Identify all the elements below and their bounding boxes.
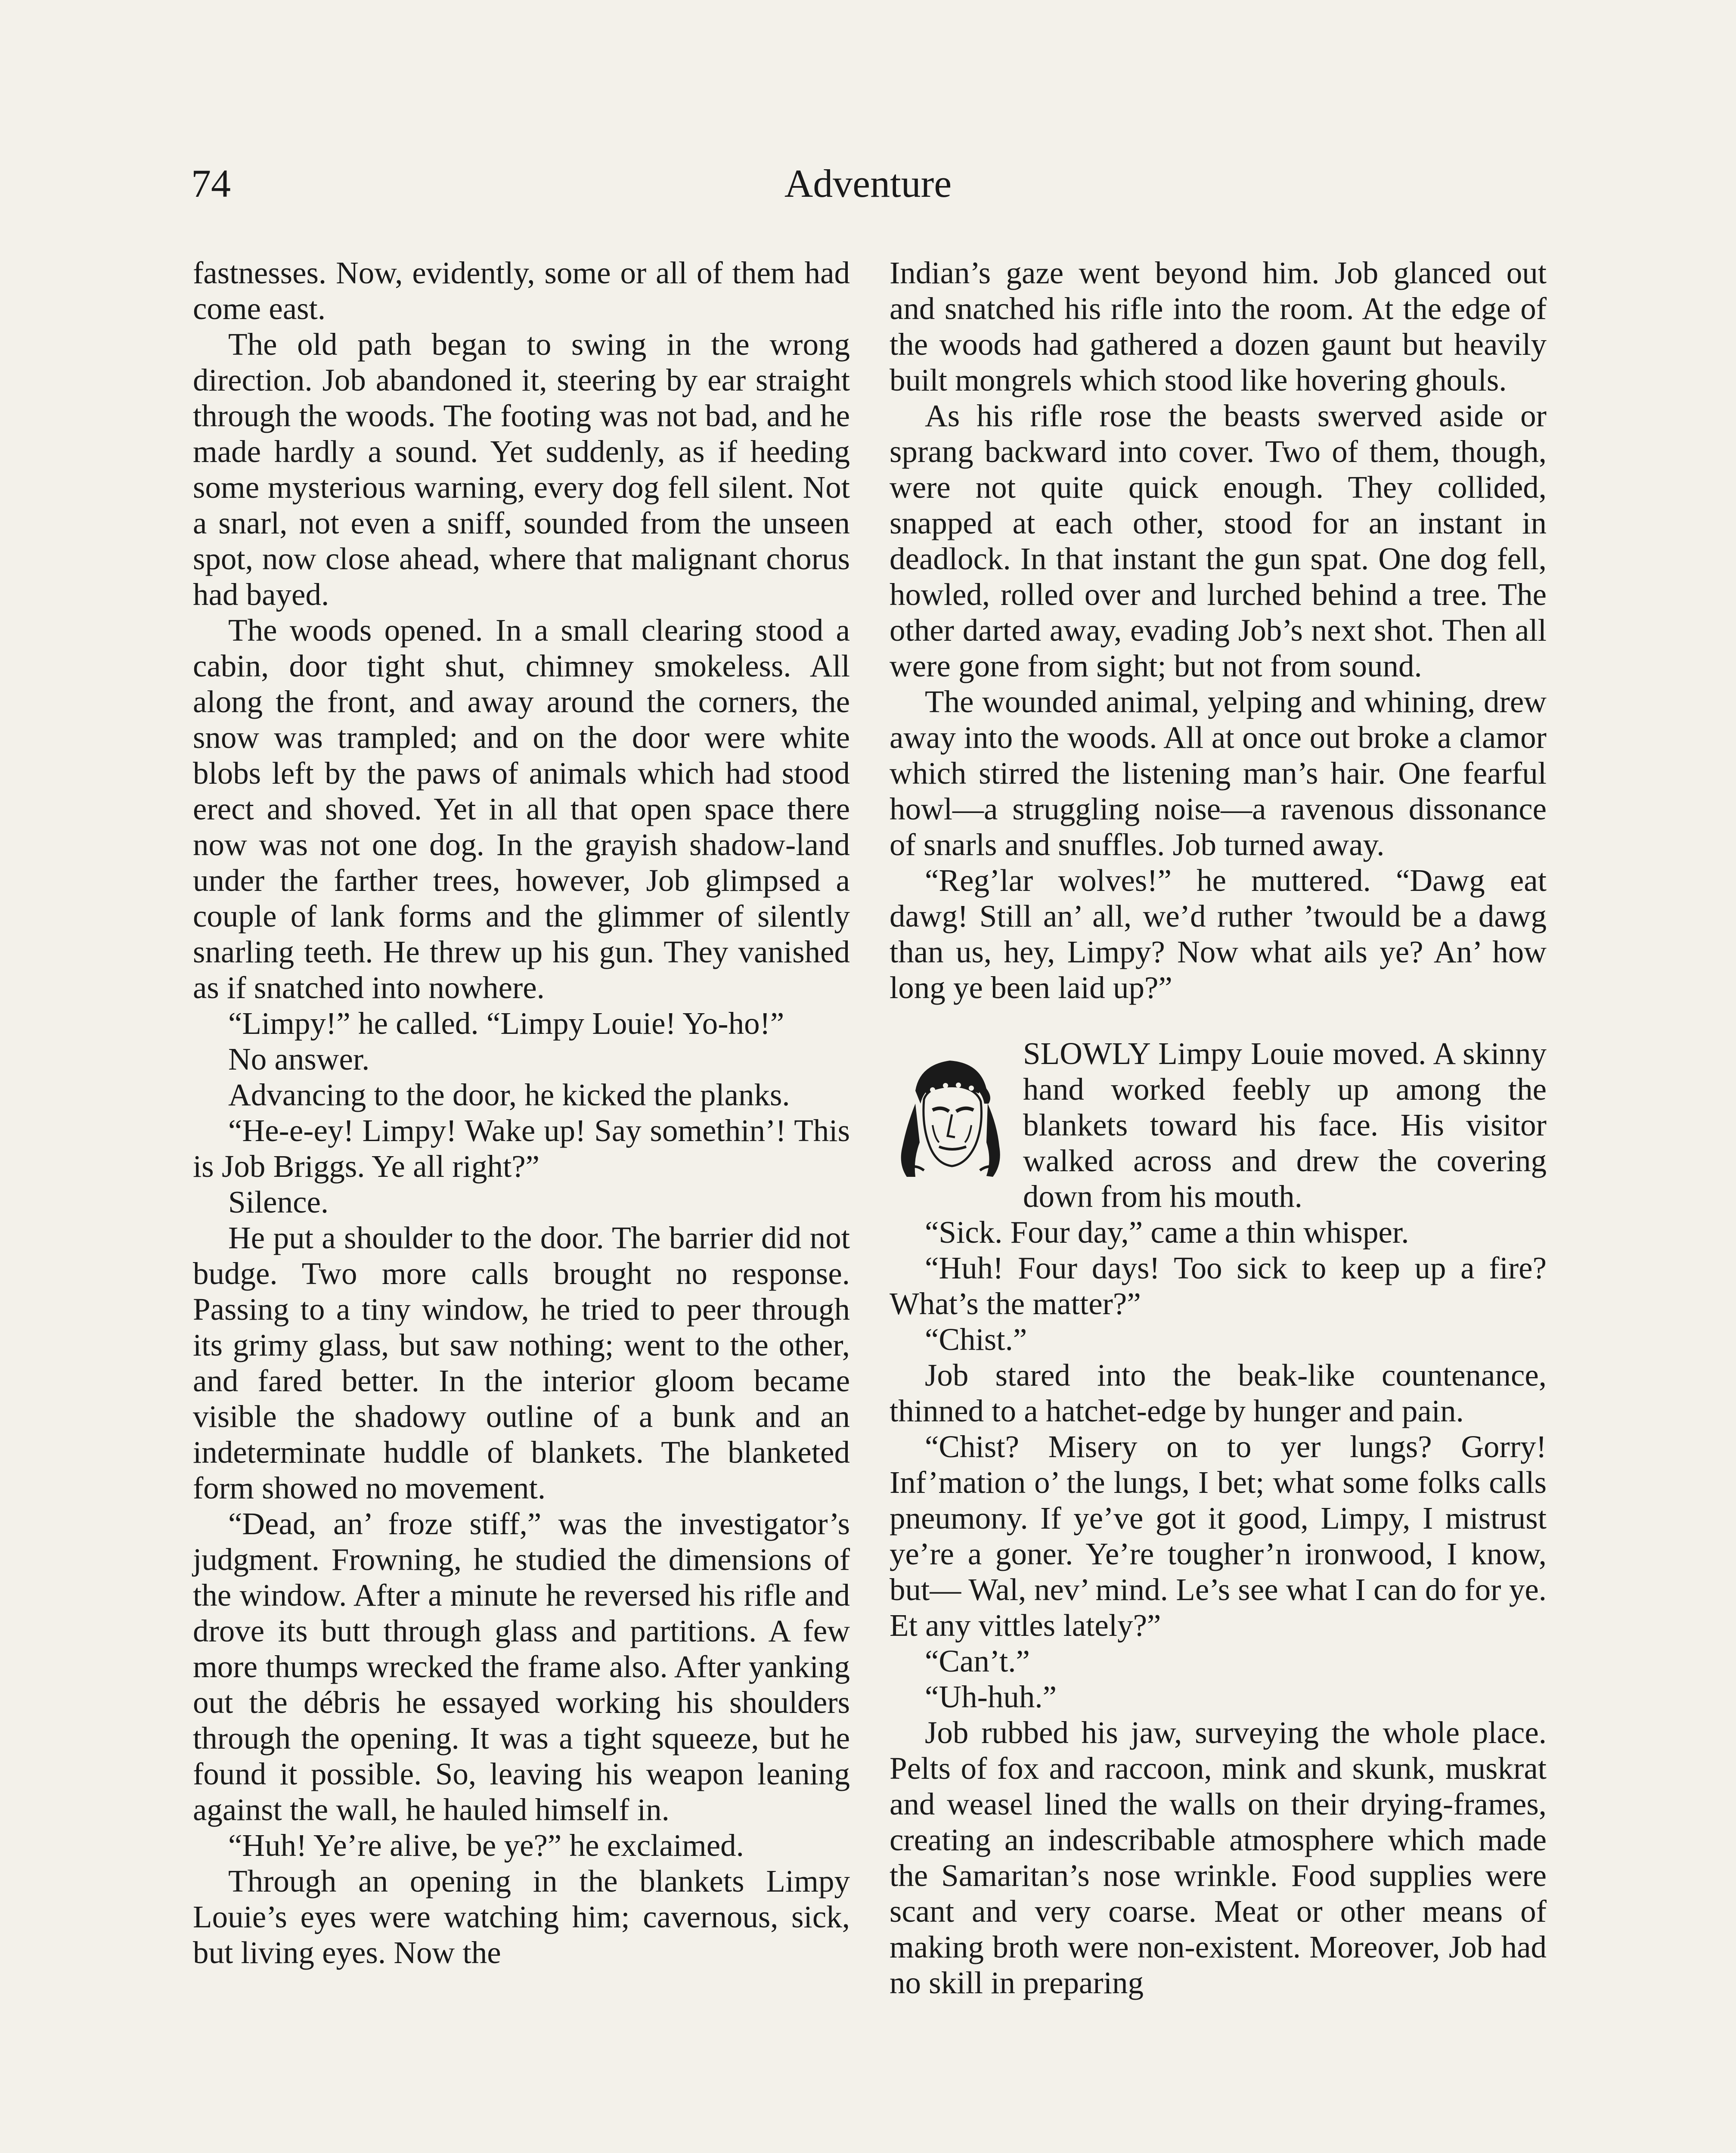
running-head: Adventure xyxy=(784,161,952,205)
paragraph: No answer. xyxy=(228,1042,370,1076)
paragraph: “Reg’lar wolves!” he muttered. “Dawg eat dawg! Still an’ all, we’d ruther ’twould be a dawg than us, hey, Limpy? Now what ails ye? An’ how long ye been laid up?” xyxy=(890,863,1547,1005)
paragraph: Indian’s gaze went beyond him. Job glanced out and snatched his rifle into the room. At the edge of the woods had gathered a dozen gaunt but heavily built mongrels which stood like hovering ghouls. xyxy=(890,255,1547,397)
paragraph: The woods opened. In a small clearing stood a cabin, door tight shut, chimney smokeless. All along the front, and away around the corners, the snow was trampled; and on the door were white blobs left by the paws of animals which had stood erect and shoved. Yet in all that open space there now was not one dog. In the grayish shadow-land under the farther trees, however, Job glimpsed a couple of lank forms and the glimmer of silently snarling teeth. He threw up his gun. They vanished as if snatched into nowhere. xyxy=(193,613,850,1005)
paragraph: “He-e-ey! Limpy! Wake up! Say somethin’! This is Job Briggs. Ye all right?” xyxy=(193,1113,850,1184)
paragraph: The old path began to swing in the wrong direction. Job abandoned it, steering by ear straight through the woods. The footing was not bad, and he made hardly a sound. Yet suddenly, as if heeding some mysterious warning, every dog fell silent. Not a snarl, not even a sniff, sounded from the unseen spot, now close ahead, where that malignant chorus had bayed. xyxy=(193,327,850,612)
paragraph: “Chist? Misery on to yer lungs? Gorry! Inf’mation o’ the lungs, I bet; what some folks calls pneumony. If ye’ve got it good, Limpy, I mistrust ye’re a goner. Ye’re tougher’n ironwood, I know, but— Wal, nev’ mind. Le’s see what I can do for ye. Et any vittles lately?” xyxy=(890,1429,1547,1643)
paragraph: fastnesses. Now, evidently, some or all of them had come east. xyxy=(193,255,850,326)
left-column xyxy=(193,255,850,1970)
paragraph: Silence. xyxy=(228,1185,329,1219)
paragraph: The wounded animal, yelping and whining, drew away into the woods. All at once out broke a clamor which stirred the listening man’s hair. One fearful howl—a struggling noise—a ravenous dissonance of snarls and snuffles. Job turned away. xyxy=(890,684,1547,862)
right-column xyxy=(890,255,1547,2001)
section-start xyxy=(890,1036,1547,1214)
paragraph: Job stared into the beak-like countenance, thinned to a hatchet-edge by hunger and pain. xyxy=(890,1358,1547,1428)
paragraph: As his rifle rose the beasts swerved aside or sprang backward into cover. Two of them, though, were not quite quick enough. They collided, snapped at each other, stood for an instant in deadlock. In that instant the gun spat. One dog fell, howled, rolled over and lurched behind a tree. The other darted away, evading Job’s next shot. Then all were gone from sight; but not from sound. xyxy=(890,398,1547,683)
paragraph: “Can’t.” xyxy=(925,1644,1030,1678)
indian-head-illustration xyxy=(890,1039,1014,1181)
paragraph: “Sick. Four day,” came a thin whisper. xyxy=(925,1215,1409,1250)
paragraph: SLOWLY Limpy Louie moved. A skinny hand worked feebly up among the blankets toward his face. His visitor walked across and drew the covering down from his mouth. xyxy=(1023,1036,1547,1214)
paragraph: “Huh! Ye’re alive, be ye?” he exclaimed. xyxy=(228,1828,744,1863)
paragraph: “Uh-huh.” xyxy=(925,1679,1057,1714)
paragraph: Job rubbed his jaw, surveying the whole place. Pelts of fox and raccoon, mink and skunk, muskrat and weasel lined the walls on their drying-frames, creating an indescribable atmosphere which made the Samaritan’s nose wrinkle. Food supplies were scant and very coarse. Meat or other means of making broth were non-existent. Moreover, Job had no skill in preparing xyxy=(890,1715,1547,2000)
paragraph: Advancing to the door, he kicked the planks. xyxy=(228,1077,790,1112)
paragraph: “Chist.” xyxy=(925,1322,1027,1357)
paragraph: “Dead, an’ froze stiff,” was the investigator’s judgment. Frowning, he studied the dimensions of the window. After a minute he reversed his rifle and drove its butt through glass and partitions. A few more thumps wrecked the frame also. After yanking out the débris he essayed working his shoulders through the opening. It was a tight squeeze, but he found it possible. So, leaving his weapon leaning against the wall, he hauled himself in. xyxy=(193,1506,850,1827)
paragraph: Through an opening in the blankets Limpy Louie’s eyes were watching him; cavernous, sick, but living eyes. Now the xyxy=(193,1864,850,1970)
paragraph: He put a shoulder to the door. The barrier did not budge. Two more calls brought no response. Passing to a tiny window, he tried to peer through its grimy glass, but saw nothing; went to the other, and fared better. In the interior gloom became visible the shadowy outline of a bunk and an indeterminate huddle of blankets. The blanketed form showed no movement. xyxy=(193,1220,850,1505)
paragraph: “Huh! Four days! Too sick to keep up a fire? What’s the matter?” xyxy=(890,1250,1547,1321)
page-number: 74 xyxy=(191,161,231,205)
paragraph: “Limpy!” he called. “Limpy Louie! Yo-ho!” xyxy=(228,1006,784,1041)
